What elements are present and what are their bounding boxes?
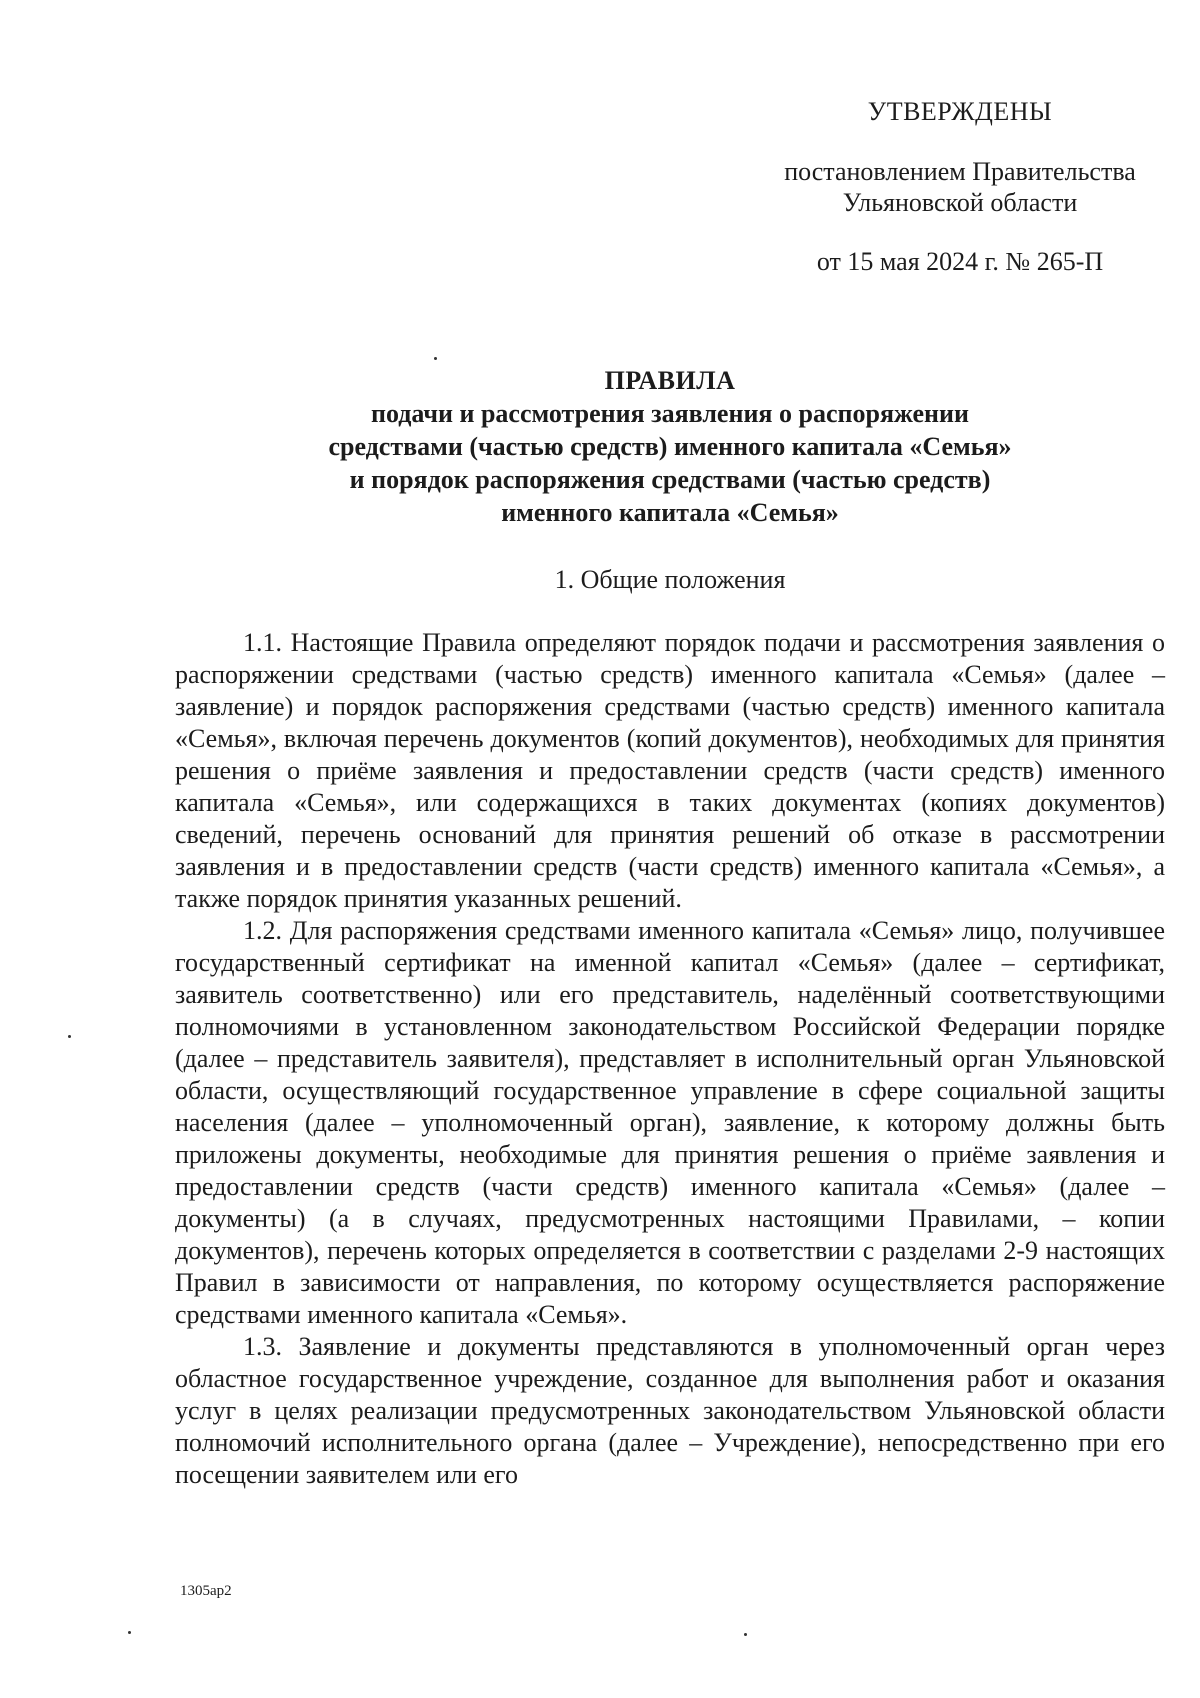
approval-authority xyxy=(760,156,1160,218)
scan-speck xyxy=(434,357,437,360)
document-title-line-2: средствами (частью средств) именного капитала «Семья» xyxy=(328,432,1012,461)
scan-speck xyxy=(744,1633,747,1636)
scan-speck xyxy=(68,1035,71,1038)
document-title xyxy=(175,364,1165,529)
footer-document-code: 1305ар2 xyxy=(180,1583,232,1599)
document-body xyxy=(175,627,1165,1491)
approval-stamp: УТВЕРЖДЕНЫ xyxy=(867,97,1053,126)
approval-stamp-block xyxy=(760,96,1160,277)
approval-date-number: от 15 мая 2024 г. № 265-П xyxy=(816,247,1104,276)
document-title-line-4: именного капитала «Семья» xyxy=(501,498,839,527)
section-heading: 1. Общие положения xyxy=(554,565,786,594)
document-title-line-3: и порядок распоряжения средствами (частью средств) xyxy=(349,465,991,494)
paragraph-1-1: 1.1. Настоящие Правила определяют порядок подачи и рассмотрения заявления о распоряжении средствами (частью средств) именного капитала «Семья» (далее – заявление) и порядок распоряжения средствами (частью средств) именного капитала «Семья», включая перечень документов (копий документов), необходимых для принятия решения о приёме заявления и предоставлении средств (части средств) именного капитала «Семья», или содержащихся в таких документах (копиях документов) сведений, перечень оснований для принятия решений об отказе в рассмотрении заявления и в предоставлении средств (части средств) именного капитала «Семья», а также порядок принятия указанных решений. xyxy=(175,628,1165,913)
document-title-main: ПРАВИЛА xyxy=(604,366,736,395)
approval-authority-line-2: Ульяновской области xyxy=(842,188,1078,217)
scan-speck xyxy=(128,1631,131,1634)
paragraph-1-2: 1.2. Для распоряжения средствами именного капитала «Семья» лицо, получившее государственный сертификат на именной капитал «Семья» (далее – сертификат, заявитель соответственно) или его представитель, наделённый соответствующими полномочиями в установленном законодательством Российской Федерации порядке (далее – представитель заявителя), представляет в исполнительный орган Ульяновской области, осуществляющий государственное управление в сфере социальной защиты населения (далее – уполномоченный орган), заявление, к которому должны быть приложены документы, необходимые для принятия решения о приёме заявления и предоставлении средств (части средств) именного капитала «Семья» (далее – документы) (а в случаях, предусмотренных настоящими Правилами, – копии документов), перечень которых определяется в соответствии с разделами 2-9 настоящих Правил в зависимости от направления, по которому осуществляется распоряжение средствами именного капитала «Семья». xyxy=(175,916,1165,1329)
approval-authority-line-1: постановлением Правительства xyxy=(784,157,1136,186)
document-title-line-1: подачи и рассмотрения заявления о распоряжении xyxy=(370,399,969,428)
paragraph-1-3: 1.3. Заявление и документы представляются в уполномоченный орган через областное государственное учреждение, созданное для выполнения работ и оказания услуг в целях реализации предусмотренных законодательством Ульяновской области полномочий исполнительного органа (далее – Учреждение), непосредственно при его посещении заявителем или его xyxy=(175,1332,1165,1489)
